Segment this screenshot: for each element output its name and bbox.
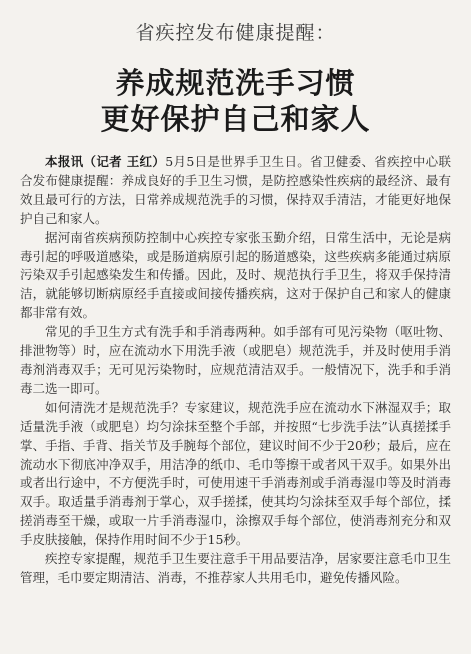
- article-body: [20, 153, 451, 588]
- byline: 本报讯（记者 王红）: [45, 154, 166, 169]
- article-kicker: 省疾控发布健康提醒：: [135, 22, 336, 44]
- headline-line-2: 更好保护自己和家人: [100, 102, 371, 136]
- paragraph-5: 疾控专家提醒，规范手卫生要注意手干用品要洁净，居家要注意毛巾卫生管理，毛巾要定期清洁、消毒，不推荐家人共用毛巾，避免传播风险。: [20, 551, 451, 585]
- paragraph-1: [20, 153, 451, 229]
- paragraph-3: 常见的手卫生方式有洗手和手消毒两种。如手部有可见污染物（呕吐物、排泄物等）时，应在流动水下用洗手液（或肥皂）规范洗手，并及时使用手消毒剂消毒双手；无可见污染物时，应规范清洁双手。一般情况下，洗手和手消毒二选一即可。: [20, 324, 451, 396]
- paragraph-1-text: 5月5日是世界手卫生日。省卫健委、省疾控中心联合发布健康提醒：养成良好的手卫生习惯，是防控感染性疾病的最经济、最有效且最可行的方法，日常养成规范洗手的习惯，保持双手清洁，才能更好地保护自己和家人。: [20, 154, 451, 226]
- article-headline: [20, 65, 451, 137]
- paragraph-4: 如何清洗才是规范洗手？专家建议，规范洗手应在流动水下淋湿双手；取适量洗手液（或肥皂）均匀涂抹至整个手部，并按照“七步洗手法”认真搓揉手掌、手指、手背、指关节及手腕每个部位，建议时间不少于20秒；最后，应在流动水下彻底冲净双手，用洁净的纸巾、毛巾等擦干或者风干双手。如果外出或者出行途中，不方便洗手时，可使用速干手消毒剂或手消毒湿巾等及时消毒双手。取适量手消毒剂于掌心，双手搓揉，使其均匀涂抹至双手每个部位，揉搓消毒至干燥，或取一片手消毒湿巾，涂擦双手每个部位，使消毒剂充分和双手皮肤接触，保持作用时间不少于15秒。: [20, 399, 451, 548]
- headline-line-1: 养成规范洗手习惯: [115, 66, 356, 100]
- paragraph-2: 据河南省疾病预防控制中心疾控专家张玉勤介绍，日常生活中，无论是病毒引起的呼吸道感染，或是肠道病原引起的肠道感染，这些疾病多能通过病原污染双手引起感染发生和传播。因此，及时、规范执行手卫生，将双手保持清洁，就能够切断病原经手直接或间接传播疾病，这对于保护自己和家人的健康都非常有效。: [20, 229, 451, 321]
